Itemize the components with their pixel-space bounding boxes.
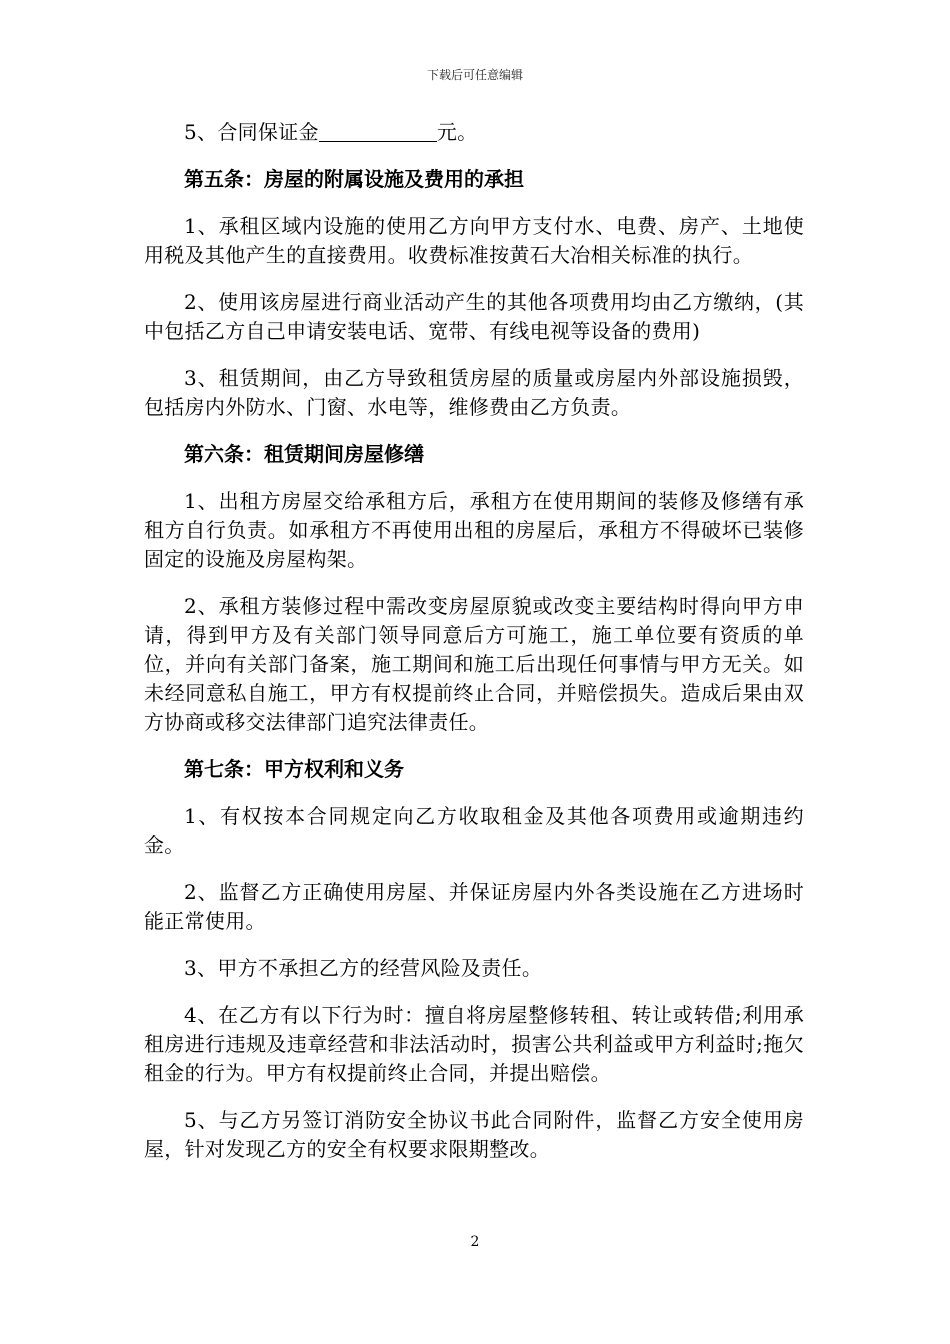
deposit-clause [144,118,804,147]
article-5-clause-3: 3、租赁期间，由乙方导致租赁房屋的质量或房屋内外部设施损毁，包括房内外防水、门窗、水电等，维修费由乙方负责。 [144,366,804,419]
article-5-clause-2: 2、使用该房屋进行商业活动产生的其他各项费用均由乙方缴纳，(其中包括乙方自己申请安装电话、宽带、有线电视等设备的费用) [144,290,804,343]
article-7-clause-5: 5、与乙方另签订消防安全协议书此合同附件，监督乙方安全使用房屋，针对发现乙方的安全有权要求限期整改。 [144,1108,804,1161]
deposit-unit: 元。 [436,120,478,144]
page-number: 2 [470,1234,480,1250]
article-5-heading: 第五条：房屋的附属设施及费用的承担 [184,167,524,191]
page-header: 下载后可任意编辑 [426,68,523,82]
article-7-clause-3: 3、甲方不承担乙方的经营风险及责任。 [184,956,543,980]
deposit-amount-blank [319,119,437,142]
article-6-clause-1: 1、出租方房屋交给承租方后，承租方在使用期间的装修及修缮有承租方自行负责。如承租方不再使用出租的房屋后，承租方不得破坏已装修固定的设施及房屋构架。 [144,489,804,571]
article-7-clause-2: 2、监督乙方正确使用房屋、并保证房屋内外各类设施在乙方进场时能正常使用。 [144,880,804,933]
article-7-clause-1: 1、有权按本合同规定向乙方收取租金及其他各项费用或逾期违约金。 [144,804,804,857]
deposit-label: 5、合同保证金 [184,120,319,144]
document-body [144,118,804,1182]
article-6-heading: 第六条：租赁期间房屋修缮 [184,442,424,466]
article-5-clause-1: 1、承租区域内设施的使用乙方向甲方支付水、电费、房产、土地使用税及其他产生的直接费用。收费标准按黄石大冶相关标准的执行。 [144,214,804,267]
article-6-clause-2: 2、承租方装修过程中需改变房屋原貌或改变主要结构时得向甲方申请，得到甲方及有关部门领导同意后方可施工，施工单位要有资质的单位，并向有关部门备案，施工期间和施工后出现任何事情与甲方无关。如未经同意私自施工，甲方有权提前终止合同，并赔偿损失。造成后果由双方协商或移交法律部门追究法律责任。 [144,594,804,734]
article-7-heading: 第七条：甲方权利和义务 [184,757,404,781]
article-7-clause-4: 4、在乙方有以下行为时：擅自将房屋整修转租、转让或转借;利用承租房进行违规及违章经营和非法活动时，损害公共利益或甲方利益时;拖欠租金的行为。甲方有权提前终止合同，并提出赔偿。 [144,1003,804,1085]
